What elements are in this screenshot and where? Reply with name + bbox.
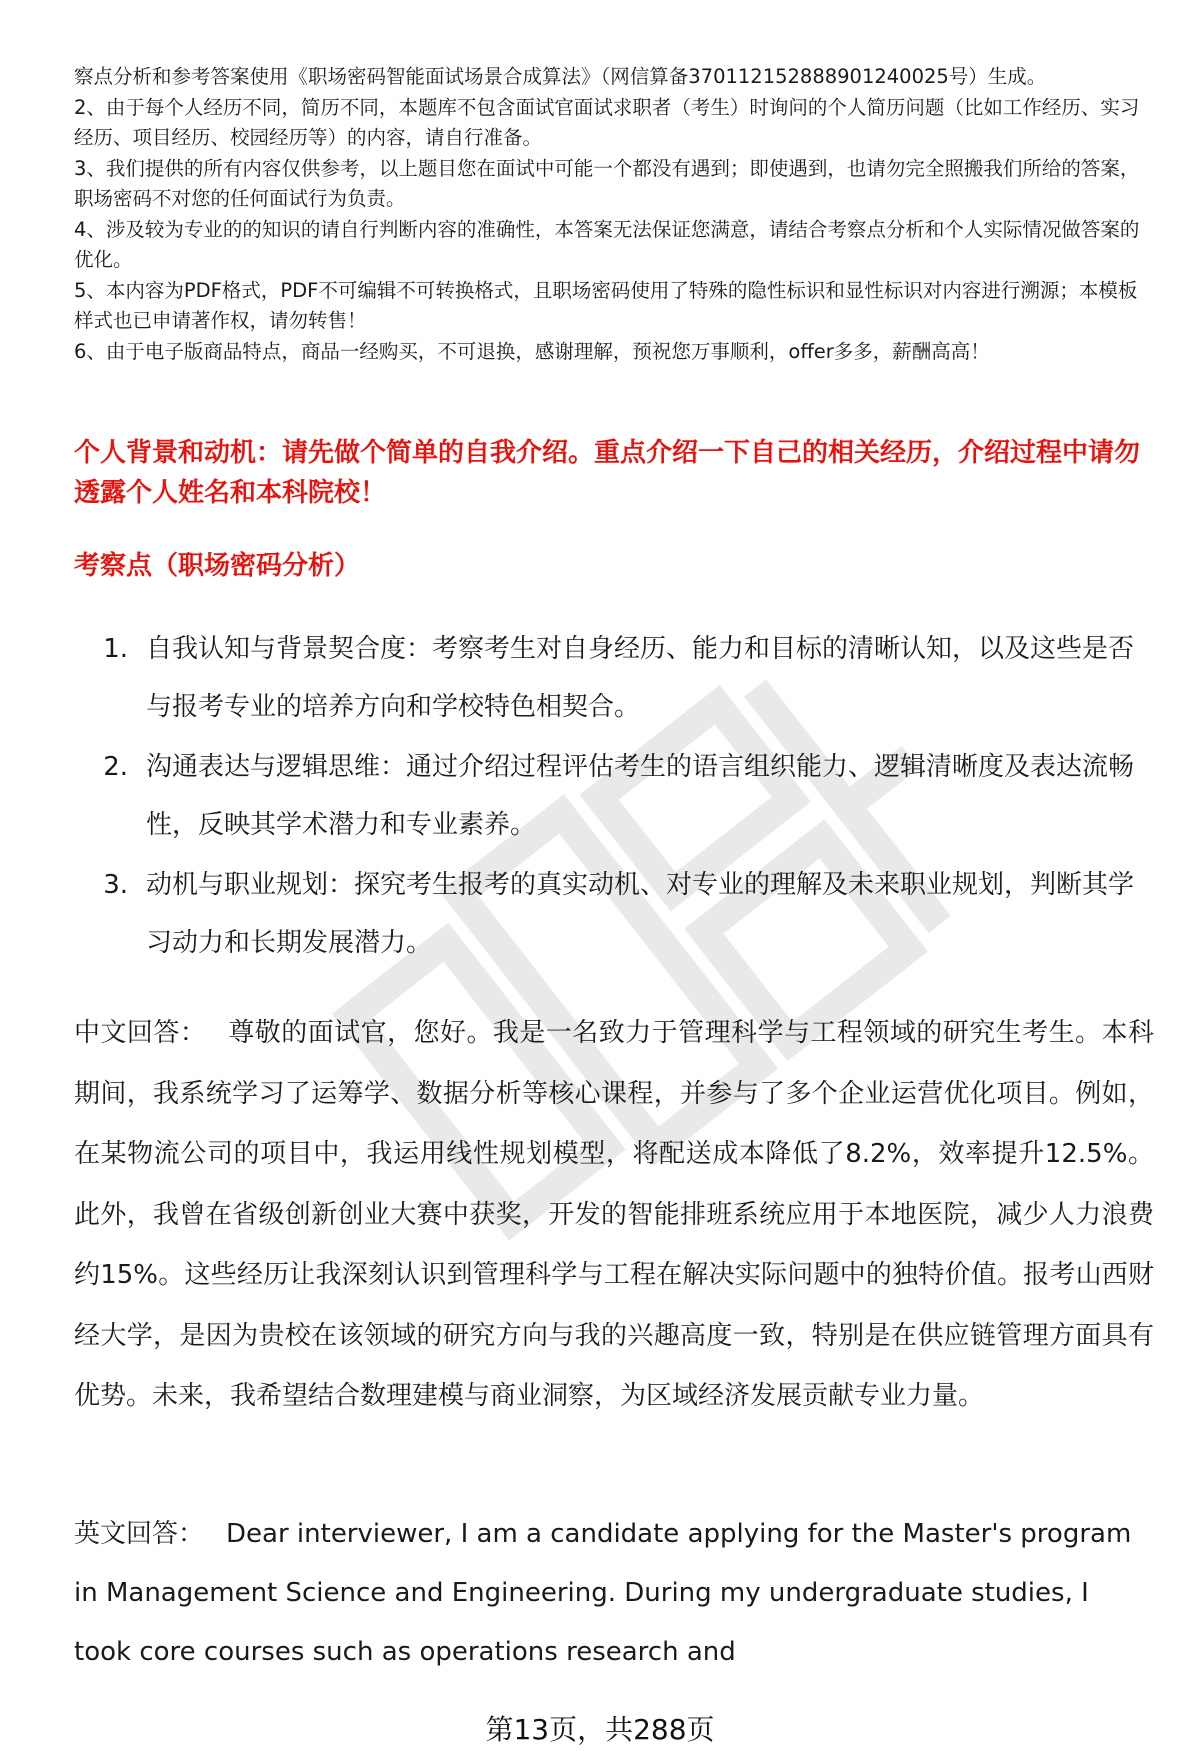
- key-points-list: [74, 620, 1154, 974]
- key-point-text: 沟通表达与逻辑思维：通过介绍过程评估考生的语言组织能力、逻辑清晰度及表达流畅性，反映其学术潜力和专业素养。: [146, 752, 1135, 840]
- key-point-item: [74, 738, 1154, 854]
- note-line: 5、本内容为PDF格式，PDF不可编辑不可转换格式，且职场密码使用了特殊的隐性标识和显性标识对内容进行溯源；本模板样式也已申请著作权，请勿转售！: [74, 278, 1138, 332]
- note-line: 3、我们提供的所有内容仅供参考，以上题目您在面试中可能一个都没有遇到；即使遇到，也请勿完全照搬我们所给的答案，职场密码不对您的任何面试行为负责。: [74, 156, 1140, 210]
- page-number-footer: 第13页，共288页: [485, 1713, 715, 1746]
- note-line: 4、涉及较为专业的的知识的请自行判断内容的准确性，本答案无法保证您满意，请结合考察点分析和个人实际情况做答案的优化。: [74, 217, 1140, 271]
- key-point-number: 3.: [103, 870, 128, 900]
- key-point-number: 1.: [103, 634, 128, 664]
- english-answer-text: Dear interviewer, I am a candidate applying for the Master's program in Management Science and Engineering. During my undergraduate studies, I took core courses such as operations research and: [74, 1519, 1132, 1667]
- chinese-answer: [74, 1003, 1154, 1427]
- key-point-number: 2.: [103, 752, 128, 782]
- key-points-title: 考察点（职场密码分析）: [74, 551, 361, 581]
- chinese-answer-label: 中文回答：: [74, 1018, 207, 1048]
- question-title: 个人背景和动机：请先做个简单的自我介绍。重点介绍一下自己的相关经历，介绍过程中请勿透露个人姓名和本科院校！: [74, 438, 1141, 508]
- note-line: 6、由于电子版商品特点，商品一经购买，不可退换，感谢理解，预祝您万事顺利，offer多多，薪酬高高！: [74, 339, 990, 363]
- key-point-text: 动机与职业规划：探究考生报考的真实动机、对专业的理解及未来职业规划，判断其学习动力和长期发展潜力。: [146, 870, 1135, 958]
- key-point-item: [74, 620, 1154, 736]
- note-line: 2、由于每个人经历不同，简历不同，本题库不包含面试官面试求职者（考生）时询问的个人简历问题（比如工作经历、实习经历、项目经历、校园经历等）的内容，请自行准备。: [74, 95, 1140, 149]
- chinese-answer-text: 尊敬的面试官，您好。我是一名致力于管理科学与工程领域的研究生考生。本科期间，我系统学习了运筹学、数据分析等核心课程，并参与了多个企业运营优化项目。例如，在某物流公司的项目中，我运用线性规划模型，将配送成本降低了8.2%，效率提升12.5%。此外，我曾在省级创新创业大赛中获奖，开发的智能排班系统应用于本地医院，减少人力浪费约15%。这些经历让我深刻认识到管理科学与工程在解决实际问题中的独特价值。报考山西财经大学，是因为贵校在该领域的研究方向与我的兴趣高度一致，特别是在供应链管理方面具有优势。未来，我希望结合数理建模与商业洞察，为区域经济发展贡献专业力量。: [74, 1018, 1154, 1411]
- disclaimer-notes: [74, 62, 1154, 367]
- key-point-item: [74, 856, 1154, 972]
- note-line: 察点分析和参考答案使用《职场密码智能面试场景合成算法》（网信算备370112152888901240025号）生成。: [74, 65, 1047, 88]
- english-answer-label: 英文回答：: [74, 1519, 205, 1549]
- english-answer: [74, 1505, 1154, 1682]
- key-point-text: 自我认知与背景契合度：考察考生对自身经历、能力和目标的清晰认知，以及这些是否与报考专业的培养方向和学校特色相契合。: [146, 634, 1135, 722]
